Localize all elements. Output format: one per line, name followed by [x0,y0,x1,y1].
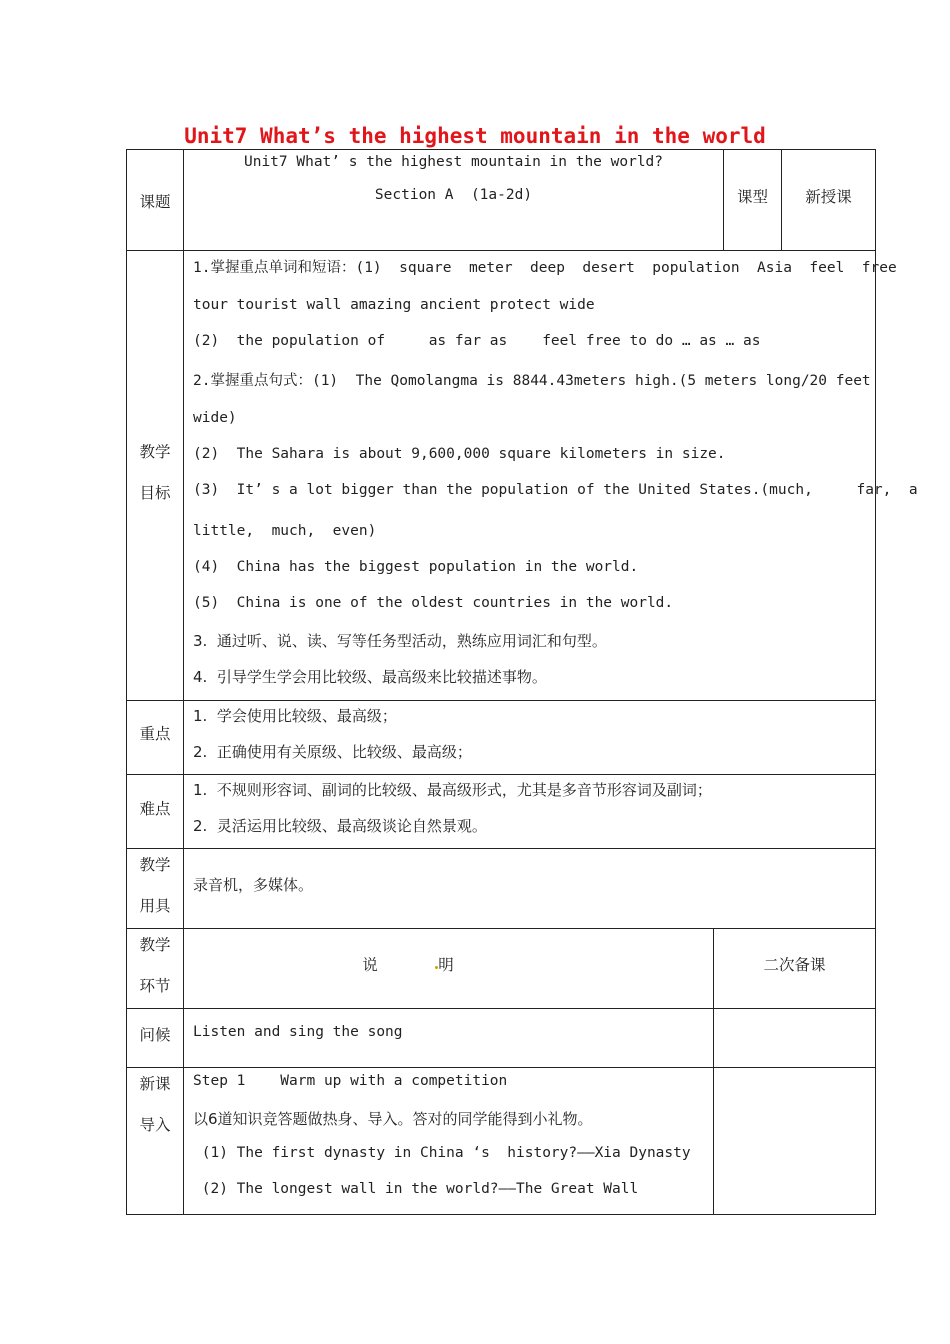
objective-line: 2.掌握重点句式：(1) The Qomolangma is 8844.43meters high.(5 meters long/20 feet [193,373,871,389]
topic-line-1: Unit7 What’ s the highest mountain in the world? [243,154,664,170]
tools-label-2: 用具 [139,897,171,915]
intro-label-2: 导入 [139,1116,171,1134]
table-rule [126,250,876,251]
objective-line: (3) It’ s a lot bigger than the population of the United States.(much, far, a [193,482,918,498]
objective-line: little, much, even) [193,523,377,539]
intro-line: (1) The first dynasty in China ‘s history?——Xia Dynasty [193,1145,691,1161]
steps-label-2: 环节 [139,977,171,995]
table-rule [875,149,876,1215]
lesson-type-value: 新授课 [805,188,852,206]
tools-label-1: 教学 [139,856,171,874]
topic-label: 课题 [139,193,171,211]
objective-line: 1.掌握重点单词和短语：(1) square meter deep desert population Asia feel free [193,260,897,276]
intro-line: (2) The longest wall in the world?——The Great Wall [193,1181,639,1197]
table-rule [126,149,876,150]
intro-line: Step 1 Warm up with a competition [193,1073,508,1089]
objective-line: (2) The Sahara is about 9,600,000 square kilometers in size. [193,446,726,462]
difficulty-line: 1. 不规则形容词、副词的比较级、最高级形式，尤其是多音节形容词及副词； [193,781,712,799]
description-header-b: 明 [438,956,454,974]
table-rule [126,700,876,701]
table-rule [126,149,127,1215]
table-rule [183,149,184,1215]
key-point-line: 2. 正确使用有关原级、比较级、最高级； [193,743,472,761]
objective-line: (4) China has the biggest population in the world. [193,559,639,575]
objective-line: wide) [193,410,237,426]
objective-line: 3. 通过听、说、读、写等任务型活动，熟练应用词汇和句型。 [193,632,607,650]
objectives-label-2: 目标 [139,484,171,502]
intro-label-1: 新课 [139,1075,171,1093]
page-title: Unit7 What’s the highest mountain in the world [184,124,766,148]
table-rule [126,1008,876,1009]
description-header-a: 说 [362,956,378,974]
table-rule [126,1214,876,1215]
objective-line: tour tourist wall amazing ancient protect wide [193,297,595,313]
table-rule [126,774,876,775]
greeting-text: Listen and sing the song [193,1024,403,1040]
table-rule [126,928,876,929]
objective-line: 4. 引导学生学会用比较级、最高级来比较描述事物。 [193,668,547,686]
objective-line: (2) the population of as far as feel free to do … as … as [193,333,761,349]
revision-header: 二次备课 [763,956,826,974]
intro-line: 以6道知识竞答题做热身、导入。答对的同学能得到小礼物。 [193,1110,593,1128]
tools-text: 录音机，多媒体。 [193,876,314,894]
key-points-label: 重点 [139,725,171,743]
topic-line-2: Section A (1a-2d) [374,187,533,203]
table-rule [126,1067,876,1068]
difficulty-line: 2. 灵活运用比较级、最高级谈论自然景观。 [193,817,487,835]
steps-label-1: 教学 [139,936,171,954]
lesson-type-label: 课型 [736,188,768,206]
greeting-label: 问候 [139,1026,171,1044]
objective-line: (5) China is one of the oldest countries in the world. [193,595,674,611]
table-rule [126,848,876,849]
key-point-line: 1. 学会使用比较级、最高级； [193,707,397,725]
difficulties-label: 难点 [139,800,171,818]
objectives-label-1: 教学 [139,443,171,461]
